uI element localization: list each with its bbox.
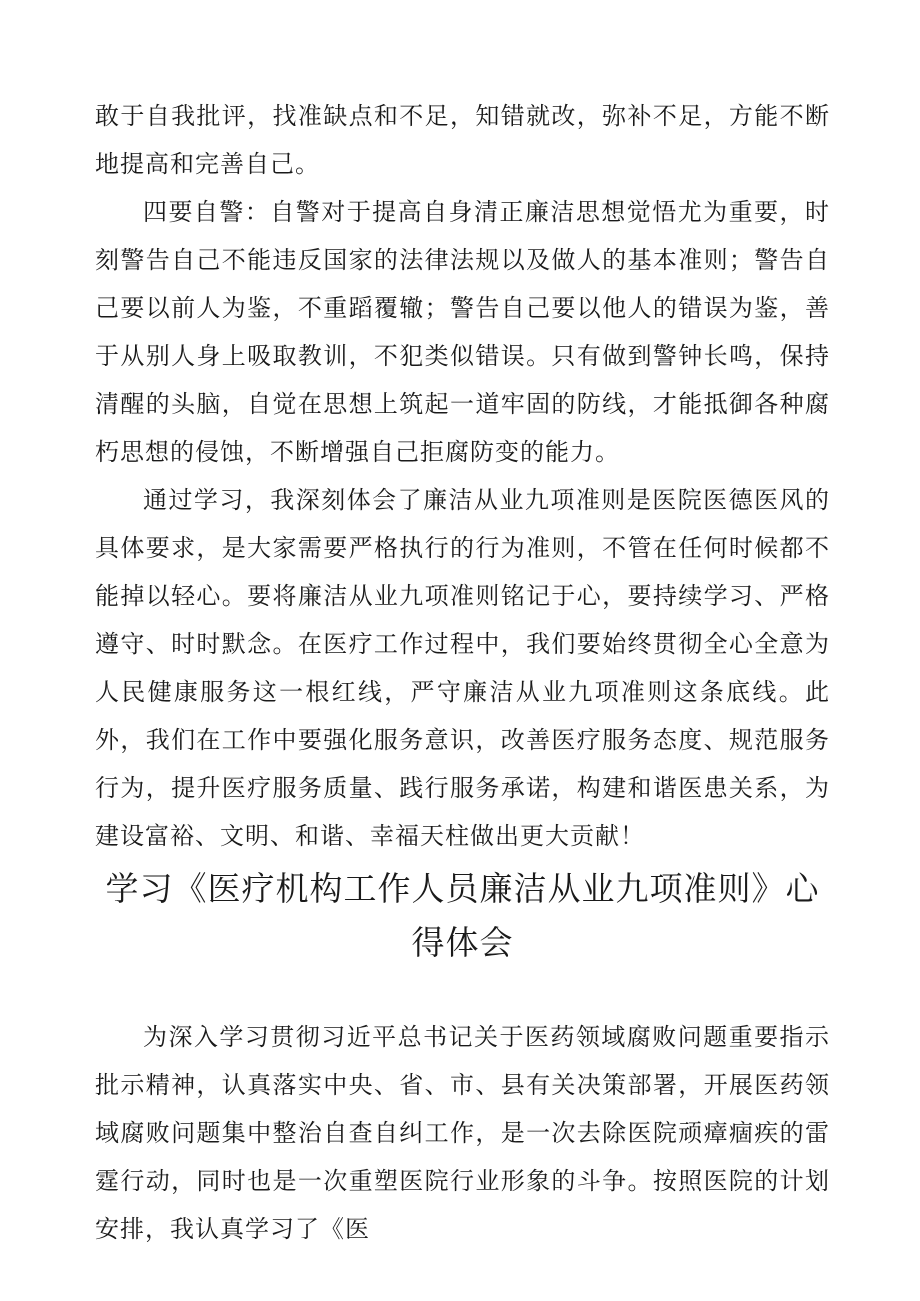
- section-heading: 学习《医疗机构工作人员廉洁从业九项准则》心得体会: [105, 869, 820, 962]
- paragraph-self-warning: 四要自警：自警对于提高自身清正廉洁思想觉悟尤为重要，时刻警告自己不能违反国家的法律法规以及做人的基本准则；警告自己要以前人为鉴，不重蹈覆辙；警告自己要以他人的错误为鉴，善于从别人身上吸取教训，不犯类似错误。只有做到警钟长鸣，保持清醒的头脑，自觉在思想上筑起一道牢固的防线，才能抵御各种腐朽思想的侵蚀，不断增强自己拒腐防变的能力。: [95, 198, 830, 466]
- paragraph-self-criticism: 敢于自我批评，找准缺点和不足，知错就改，弥补不足，方能不断地提高和完善自己。: [95, 102, 830, 178]
- paragraph-introduction: 为深入学习贯彻习近平总书记关于医药领域腐败问题重要指示批示精神，认真落实中央、省、市、县有关决策部署，开展医药领域腐败问题集中整治自查自纠工作，是一次去除医院顽瘴痼疾的雷霆行动，同时也是一次重塑医院行业形象的斗争。按照医院的计划安排，我认真学习了《医: [95, 1023, 830, 1243]
- paragraph-study-conclusion: 通过学习，我深刻体会了廉洁从业九项准则是医院医德医风的具体要求，是大家需要严格执行的行为准则，不管在任何时候都不能掉以轻心。要将廉洁从业九项准则铭记于心，要持续学习、严格遵守、时时默念。在医疗工作过程中，我们要始终贯彻全心全意为人民健康服务这一根红线，严守廉洁从业九项准则这条底线。此外，我们在工作中要强化服务意识，改善医疗服务态度、规范服务行为，提升医疗服务质量、践行服务承诺，构建和谐医患关系，为建设富裕、文明、和谐、幸福天柱做出更大贡献！: [95, 486, 830, 850]
